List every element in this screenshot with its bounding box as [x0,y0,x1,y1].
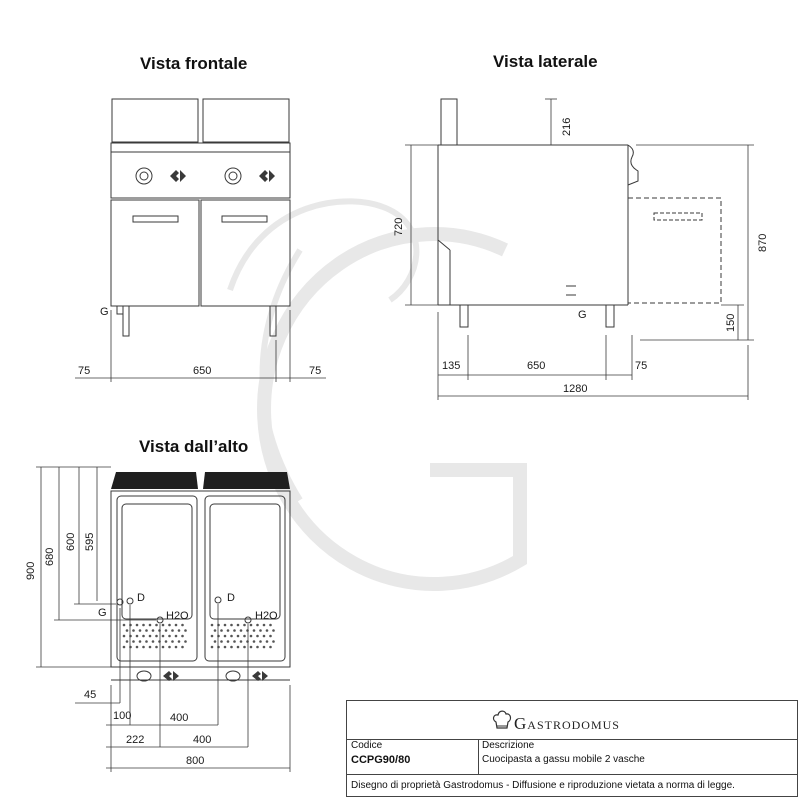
drain-hole [165,629,168,632]
drain-hole [263,635,266,638]
drain-hole [123,635,126,638]
drain-hole [123,624,126,627]
drain-hole [211,646,214,649]
side-dim-870: 870 [757,233,769,252]
drain-hole [217,646,220,649]
drain-hole [240,629,243,632]
drain-hole [181,635,184,638]
drain-hole [266,640,269,643]
title-block [346,700,798,797]
drain-hole [256,624,259,627]
drain-hole [269,624,272,627]
drain-hole [139,629,142,632]
drain-hole [266,629,269,632]
top-gas-label: G [98,607,107,619]
top-view-title: Vista dall’alto [139,437,249,456]
description-value: Cuocipasta a gassu mobile 2 vasche [482,754,645,765]
drain-hole [224,635,227,638]
drain-hole [220,640,223,643]
drain-hole [145,640,148,643]
front-knob-icon-2 [259,170,275,182]
top-dim-400a: 400 [170,712,189,724]
drain-hole [184,629,187,632]
drain-hole [142,624,145,627]
drain-hole [129,624,132,627]
drain-hole [162,646,165,649]
drain-hole [142,635,145,638]
drain-hole [250,624,253,627]
top-dim-680: 680 [44,547,56,566]
drain-hole [165,640,168,643]
drain-hole [123,646,126,649]
brand-name: Gastrodomus [514,714,620,733]
drain-hole [253,629,256,632]
drain-hole [132,640,135,643]
side-dim-1280: 1280 [563,383,588,395]
side-dim-75: 75 [635,360,648,372]
front-dim-width: 650 [193,365,212,377]
drain-hole [158,629,161,632]
drain-hole [227,640,230,643]
drain-hole [230,624,233,627]
drain-hole [184,640,187,643]
drain-hole [243,635,246,638]
drain-hole [175,624,178,627]
ownership-notice: Disegno di proprietà Gastrodomus - Diffusione e riproduzione vietata a norma di legge. [351,780,735,791]
drain-hole [155,635,158,638]
front-view-title: Vista frontale [140,54,248,73]
drain-hole [168,635,171,638]
drain-hole [259,629,262,632]
drain-hole [136,646,139,649]
drain-hole [253,640,256,643]
top-dim-222: 222 [126,734,145,746]
drain-hole [237,624,240,627]
drain-hole [263,646,266,649]
drain-hole [272,640,275,643]
title-block-logo-row [347,701,797,740]
drain-hole [181,624,184,627]
top-dim-400b: 400 [193,734,212,746]
drain-hole [149,646,152,649]
drain-hole [155,646,158,649]
drain-hole [256,635,259,638]
top-drain-label-2: D [227,592,235,604]
drain-hole [263,624,266,627]
drain-hole [214,640,217,643]
drain-hole [211,624,214,627]
drain-hole [224,624,227,627]
front-gas-label: G [100,306,109,318]
drain-hole [145,629,148,632]
front-view [111,99,290,336]
drain-hole [175,646,178,649]
top-dim-900: 900 [25,561,37,580]
drain-hole [224,646,227,649]
description-cell [478,739,797,775]
side-dim-720: 720 [393,217,405,236]
drain-hole [155,624,158,627]
chef-hat-icon [492,708,512,732]
front-knob-icon-1 [170,170,186,182]
drain-hole [178,629,181,632]
side-dim-150: 150 [725,313,737,332]
top-drain-label-1: D [137,592,145,604]
drain-hole [162,624,165,627]
drain-hole [230,635,233,638]
drain-hole [126,629,129,632]
drain-hole [175,635,178,638]
drain-grid-1 [123,624,187,649]
drain-grid-2 [211,624,275,649]
drain-hole [269,635,272,638]
code-label: Codice [351,740,383,751]
side-gas-label: G [578,309,587,321]
drain-hole [171,629,174,632]
drain-hole [256,646,259,649]
top-water-label-1: H2O [166,610,189,622]
drain-hole [168,646,171,649]
drain-hole [139,640,142,643]
drain-hole [233,640,236,643]
drain-hole [240,640,243,643]
front-dim-left: 75 [78,365,91,377]
top-dim-600: 600 [65,532,77,551]
drain-hole [129,635,132,638]
drain-hole [230,646,233,649]
drain-hole [217,635,220,638]
top-splash-block-1 [111,472,198,489]
top-dim-45: 45 [84,689,97,701]
drain-hole [126,640,129,643]
side-dim-216: 216 [561,117,573,136]
top-splash-block-2 [203,472,290,489]
drain-hole [246,640,249,643]
side-dim-650: 650 [527,360,546,372]
drain-hole [149,635,152,638]
drain-hole [227,629,230,632]
watermark-logo [230,201,520,584]
top-dim-100: 100 [113,710,132,722]
drain-hole [136,635,139,638]
side-dim-135: 135 [442,360,461,372]
drain-hole [168,624,171,627]
drain-hole [136,624,139,627]
drain-hole [272,629,275,632]
drain-hole [142,646,145,649]
code-value: CCPG90/80 [351,754,411,766]
drain-hole [214,629,217,632]
description-label: Descrizione [482,740,535,751]
drain-hole [152,629,155,632]
drain-hole [243,624,246,627]
drain-hole [132,629,135,632]
drain-hole [259,640,262,643]
drain-hole [181,646,184,649]
side-view-title: Vista laterale [493,52,598,71]
drain-hole [178,640,181,643]
drain-hole [217,624,220,627]
drain-hole [211,635,214,638]
drain-hole [250,646,253,649]
top-dim-800: 800 [186,755,205,767]
top-dim-595: 595 [84,532,96,551]
side-view [438,99,721,327]
drain-hole [220,629,223,632]
drain-hole [158,640,161,643]
drain-hole [237,635,240,638]
front-dim-right: 75 [309,365,322,377]
drain-hole [162,635,165,638]
drain-hole [269,646,272,649]
drain-hole [152,640,155,643]
top-view [111,491,290,681]
drain-hole [129,646,132,649]
drain-hole [233,629,236,632]
drain-hole [243,646,246,649]
drain-hole [171,640,174,643]
top-water-label-2: H2O [255,610,278,622]
drain-hole [149,624,152,627]
drain-hole [250,635,253,638]
code-cell [347,739,479,775]
drain-hole [246,629,249,632]
drain-hole [237,646,240,649]
